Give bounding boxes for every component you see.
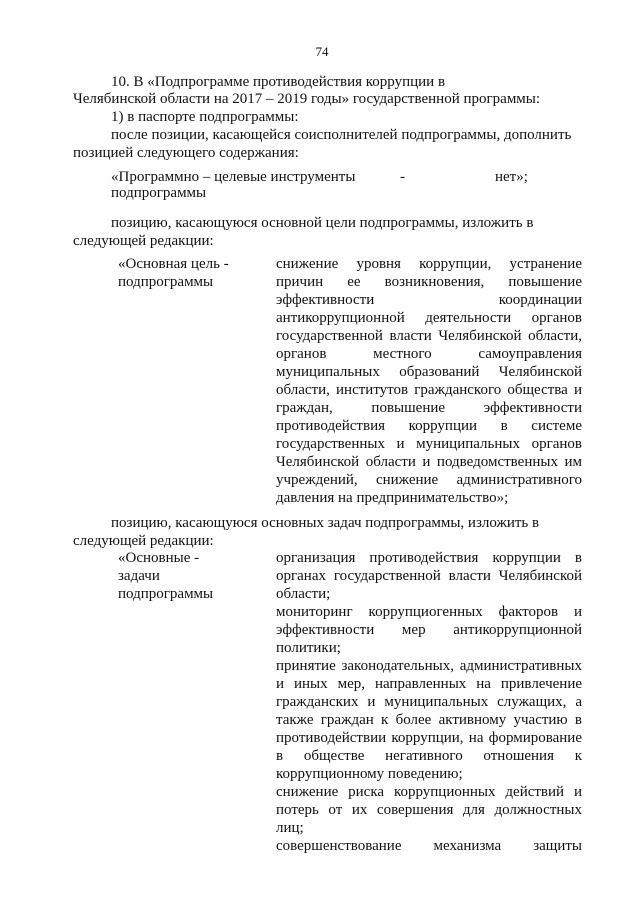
goal-text-line: органов местного самоуправления bbox=[276, 346, 582, 362]
tools-label-line-2: подпрограммы bbox=[111, 185, 207, 201]
goal-label-line-2: подпрограммы bbox=[118, 274, 214, 290]
tools-value: нет»; bbox=[495, 169, 528, 185]
tools-dash: - bbox=[400, 169, 405, 185]
goal-text-line: причин ее возникновения, повышение bbox=[276, 274, 582, 290]
page-number: 74 bbox=[315, 44, 329, 59]
tools-label-line-1: «Программно – целевые инструменты bbox=[111, 169, 356, 185]
intro-line-3: 1) в паспорте подпрограммы: bbox=[111, 109, 299, 125]
tasks-label-line-3: подпрограммы bbox=[118, 586, 214, 602]
tasks-label-line-2: задачи bbox=[118, 568, 160, 584]
tasks-text-line: эффективности мер антикоррупционной bbox=[276, 622, 582, 638]
goal-text-line: снижение уровня коррупции, устранение bbox=[276, 256, 582, 272]
tasks-text-line: также граждан к более активному участию в bbox=[276, 712, 582, 728]
tasks-text-line: принятие законодательных, административных bbox=[276, 658, 582, 674]
intro-line-4: после позиции, касающейся соисполнителей подпрограммы, дополнить bbox=[111, 127, 572, 143]
intro-line-5: позицией следующего содержания: bbox=[73, 145, 299, 161]
goal-intro-line-2: следующей редакции: bbox=[73, 233, 214, 249]
goal-text-line: антикоррупционной деятельности органов bbox=[276, 310, 582, 326]
goal-text-line: Челябинской области и подведомственных им bbox=[276, 454, 582, 470]
goal-text-line: противодействия коррупции в системе bbox=[276, 418, 582, 434]
tasks-text-line: организация противодействия коррупции в bbox=[276, 550, 582, 566]
goal-text-line: муниципальных образований Челябинской bbox=[276, 364, 582, 380]
tasks-text-line: потерь от их совершения для должностных bbox=[276, 802, 582, 818]
tasks-intro-line-1: позицию, касающуюся основных задач подпрограммы, изложить в bbox=[111, 515, 540, 531]
goal-text-line: учреждений, снижение административного bbox=[276, 472, 582, 488]
tasks-text-line: мониторинг коррупциогенных факторов и bbox=[276, 604, 582, 620]
tasks-label-line-1: «Основные - bbox=[118, 550, 200, 566]
goal-text-line: эффективности координации bbox=[276, 292, 582, 308]
tasks-text-line: органах государственной власти Челябинской bbox=[276, 568, 582, 584]
tasks-text-line: гражданских и муниципальных служащих, а bbox=[276, 694, 582, 710]
goal-intro-line-1: позицию, касающуюся основной цели подпрограммы, изложить в bbox=[111, 215, 534, 231]
goal-text-line: государственных и муниципальных органов bbox=[276, 436, 582, 452]
tasks-text-line: политики; bbox=[276, 640, 341, 656]
tasks-text-line: лиц; bbox=[276, 820, 304, 836]
goal-text-line-last: давления на предпринимательство»; bbox=[276, 490, 509, 506]
tasks-text-line: и иных мер, направленных на привлечение bbox=[276, 676, 582, 692]
intro-line-1: 10. В «Подпрограмме противодействия коррупции в bbox=[111, 74, 446, 90]
tasks-text-line: области; bbox=[276, 586, 331, 602]
tasks-text-line: снижение риска коррупционных действий и bbox=[276, 784, 582, 800]
tasks-intro-line-2: следующей редакции: bbox=[73, 533, 214, 549]
tasks-text-line: противодействии коррупции, на формирование bbox=[276, 730, 582, 746]
intro-line-2: Челябинской области на 2017 – 2019 годы» государственной программы: bbox=[73, 91, 541, 107]
tasks-text-line: в обществе негативного отношения к bbox=[276, 748, 582, 764]
tasks-text-line: совершенствование механизма защиты bbox=[276, 838, 582, 854]
goal-label-line-1: «Основная цель - bbox=[118, 256, 229, 272]
goal-text-line: граждан, повышение эффективности bbox=[276, 400, 582, 416]
tasks-text-line: коррупционному поведению; bbox=[276, 766, 463, 782]
goal-text-line: области, институтов гражданского общества и bbox=[276, 382, 582, 398]
goal-text-line: государственной власти Челябинской области, bbox=[276, 328, 582, 344]
